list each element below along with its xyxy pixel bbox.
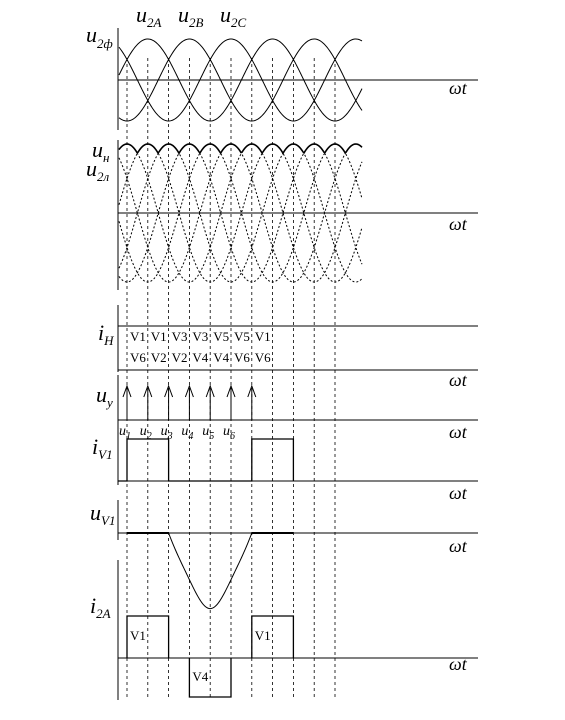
label-u2C: $u_{2C}$ [220, 2, 247, 30]
i2A-label-v4: V4 [192, 669, 209, 684]
valve-bottom-5: V4 [213, 350, 230, 365]
label-uy: $u_y$ [96, 382, 113, 410]
i2A-label-v1-first: V1 [130, 628, 146, 643]
valve-top-6: V5 [234, 329, 250, 344]
phase-current-panel [118, 560, 478, 700]
label-iH: $i_H$ [98, 320, 114, 348]
pulse-label-2: $u_2$ [139, 424, 152, 442]
wt-label-2: ωt [449, 214, 467, 234]
pulse-label-5: $u_5$ [202, 424, 215, 442]
label-u2l: $u_{2л}$ [86, 156, 110, 184]
valve-top-1: V1 [130, 329, 146, 344]
load-current-panel [118, 305, 478, 372]
wt-label-1: ωt [449, 78, 467, 98]
pulse-label-6: $u_6$ [223, 424, 235, 442]
wt-label-3: ωt [449, 370, 467, 390]
valve-bottom-4: V4 [192, 350, 209, 365]
valve-top-4: V3 [192, 329, 209, 344]
i2A-label-v1-second: V1 [254, 628, 271, 643]
pulse-label-4: $u_4$ [181, 424, 194, 442]
label-u2B: $u_{2B}$ [178, 2, 204, 30]
label-un: $u_н$ [92, 137, 110, 165]
wt-label-6: ωt [449, 536, 467, 556]
wt-label-4: ωt [449, 422, 467, 442]
iV1-waveform [118, 439, 293, 481]
rectified-envelope [119, 144, 362, 153]
valve-bottom-2: V2 [150, 350, 167, 365]
control-pulse-panel [118, 375, 478, 442]
pulse-label-3: $u_3$ [160, 424, 173, 442]
wt-label-7: ωt [449, 654, 467, 674]
valve-top-5: V5 [213, 329, 230, 344]
valve-top-7: V1 [254, 329, 271, 344]
label-iV1: $i_{V1}$ [92, 434, 113, 462]
phase-voltage-panel [118, 28, 478, 130]
pulse-label-1: $u_1$ [119, 424, 131, 442]
wt-label-5: ωt [449, 483, 467, 503]
label-i2A: $i_{2A}$ [90, 593, 111, 621]
label-u2A: $u_{2A}$ [136, 2, 162, 30]
valve-bottom-3: V2 [171, 350, 188, 365]
label-uV1: $u_{V1}$ [90, 500, 116, 528]
valve-bottom-6: V6 [234, 350, 250, 365]
label-u2f: $u_{2ф}$ [86, 22, 113, 51]
valve-bottom-7: V6 [254, 350, 271, 365]
valve-top-2: V1 [150, 329, 167, 344]
valve-voltage-panel [118, 500, 478, 609]
commutation-guides [127, 58, 335, 700]
valve-bottom-1: V6 [130, 350, 146, 365]
valve-top-3: V3 [171, 329, 188, 344]
line-voltage-panel [118, 140, 478, 290]
